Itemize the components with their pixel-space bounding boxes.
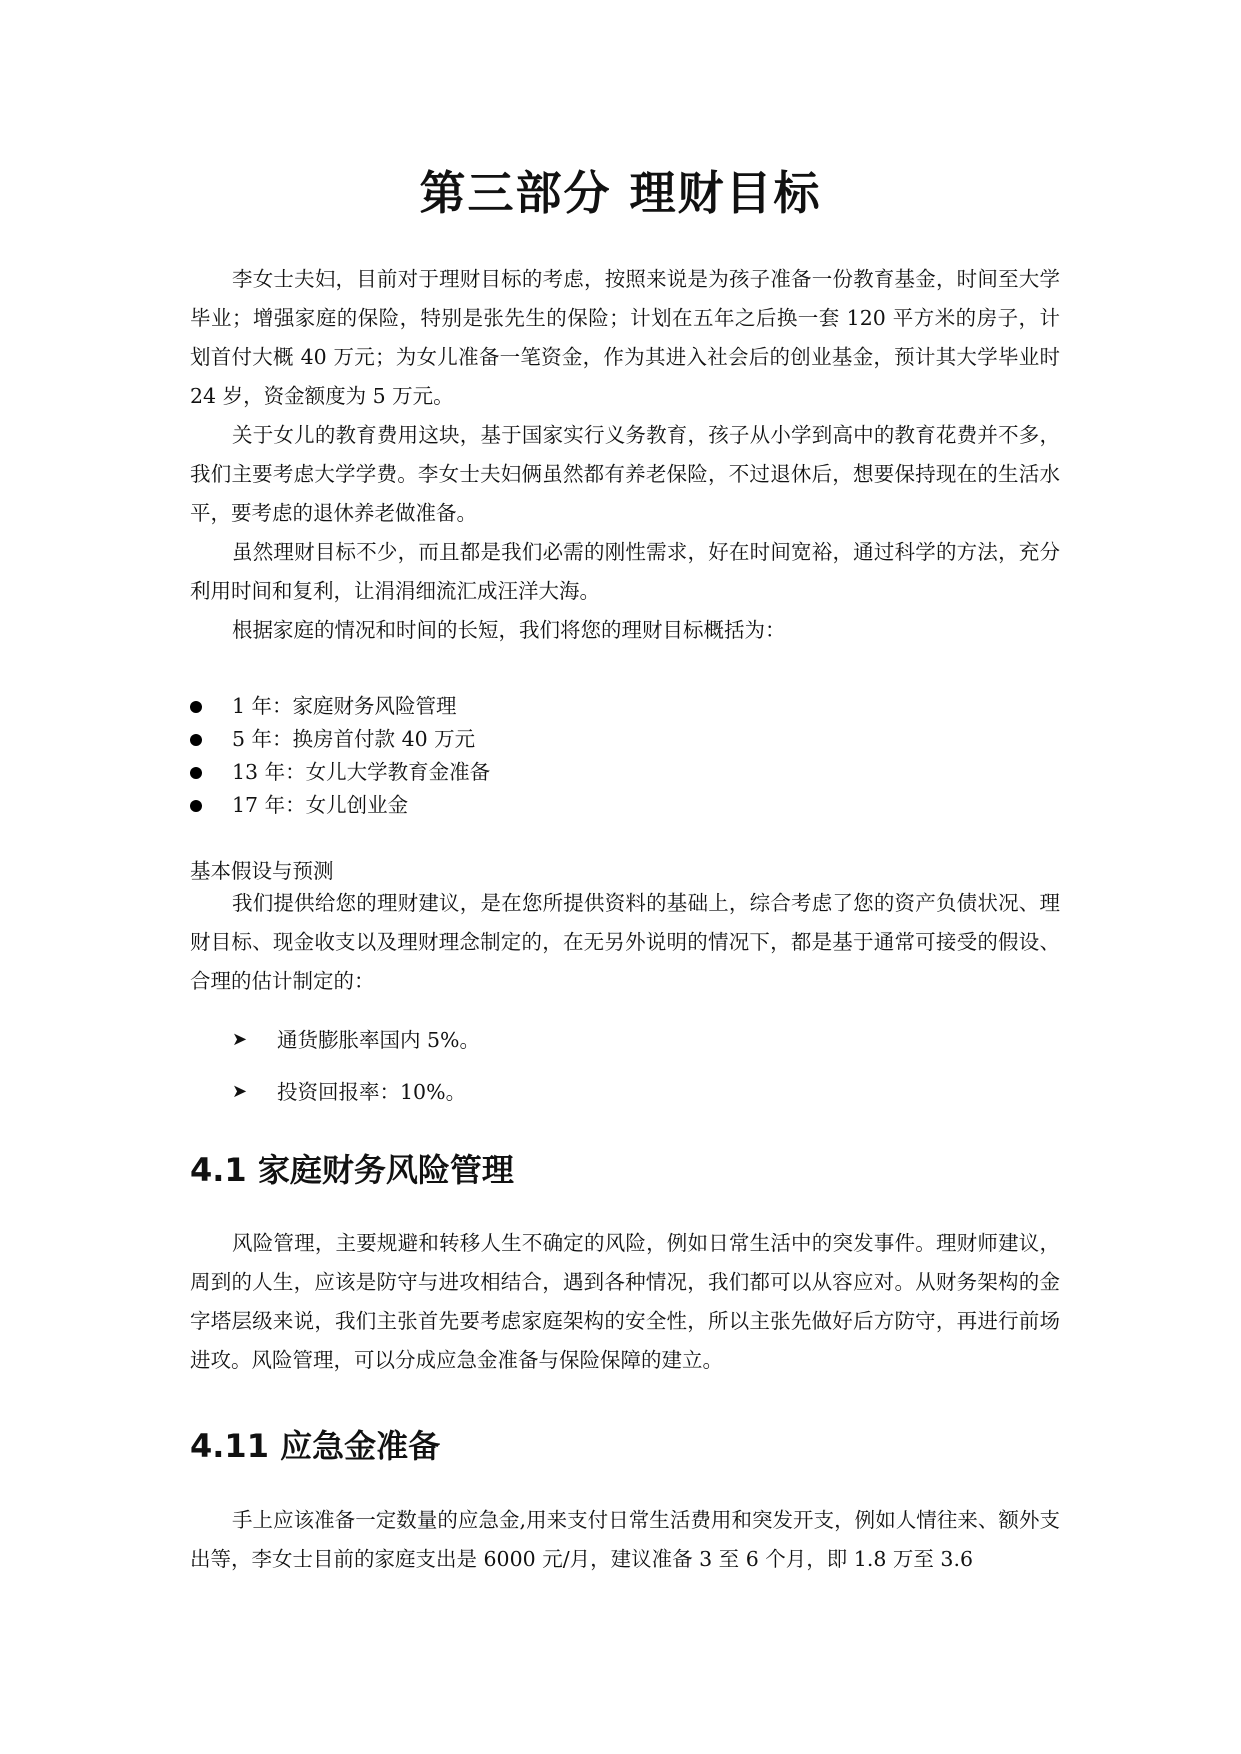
goal-text: 17 年：女儿创业金 — [232, 793, 409, 817]
section-heading-4-11: 4.11 应急金准备 — [190, 1427, 441, 1465]
paragraph-compound: 虽然理财目标不少，而且都是我们必需的刚性需求，好在时间宽裕，通过科学的方法，充分利用时间和复利，让涓涓细流汇成汪洋大海。 — [190, 540, 1060, 603]
paragraph-risk-management: 风险管理，主要规避和转移人生不确定的风险，例如日常生活中的突发事件。理财师建议，周到的人生，应该是防守与进攻相结合，遇到各种情况，我们都可以从容应对。从财务架构的金字塔层级来说，我们主张首先要考虑家庭架构的安全性，所以主张先做好后方防守，再进行前场进攻。风险管理，可以分成应急金准备与保险保障的建立。 — [190, 1231, 1060, 1372]
assumptions-list — [232, 1025, 1032, 1107]
goal-text: 1 年：家庭财务风险管理 — [232, 694, 457, 718]
list-item — [190, 690, 1050, 723]
paragraph-summary-intro: 根据家庭的情况和时间的长短，我们将您的理财目标概括为： — [232, 618, 786, 642]
paragraph-emergency-fund: 手上应该准备一定数量的应急金,用来支付日常生活费用和突发开支，例如人情往来、额外支出等，李女士目前的家庭支出是 6000 元/月，建议准备 3 至 6 个月，即 1.8 万至 3.6 — [190, 1508, 1060, 1571]
arrowhead-right-icon: ➤ — [232, 1081, 248, 1102]
goal-text: 5 年：换房首付款 40 万元 — [232, 727, 476, 751]
list-item — [190, 789, 1050, 822]
bullet-icon — [190, 767, 202, 779]
list-item — [190, 756, 1050, 789]
list-item — [232, 1025, 1032, 1055]
arrowhead-right-icon: ➤ — [232, 1029, 248, 1050]
paragraph-education: 关于女儿的教育费用这块，基于国家实行义务教育，孩子从小学到高中的教育花费并不多，我们主要考虑大学学费。李女士夫妇俩虽然都有养老保险，不过退休后，想要保持现在的生活水平，要考虑的退休养老做准备。 — [190, 423, 1060, 525]
section-heading-4-1: 4.1 家庭财务风险管理 — [190, 1151, 514, 1189]
page-title: 第三部分 理财目标 — [419, 166, 822, 220]
list-item — [190, 723, 1050, 756]
bullet-icon — [190, 701, 202, 713]
paragraph-assumptions: 我们提供给您的理财建议，是在您所提供资料的基础上，综合考虑了您的资产负债状况、理财目标、现金收支以及理财理念制定的，在无另外说明的情况下，都是基于通常可接受的假设、合理的估计制定的： — [190, 891, 1060, 993]
assumption-text: 投资回报率：10%。 — [277, 1080, 467, 1104]
bullet-icon — [190, 800, 202, 812]
bullet-icon — [190, 734, 202, 746]
list-item — [232, 1077, 1032, 1107]
paragraph-goals-overview: 李女士夫妇，目前对于理财目标的考虑，按照来说是为孩子准备一份教育基金，时间至大学毕业；增强家庭的保险，特别是张先生的保险；计划在五年之后换一套 120 平方米的房子，计划首付大概 40 万元；为女儿准备一笔资金，作为其进入社会后的创业基金，预计其大学毕业时 24 岁，资金额度为 5 万元。 — [190, 267, 1060, 408]
assumptions-heading: 基本假设与预测 — [190, 859, 334, 883]
assumption-text: 通货膨胀率国内 5%。 — [277, 1028, 481, 1052]
goal-text: 13 年：女儿大学教育金准备 — [232, 760, 491, 784]
goals-list — [190, 690, 1050, 822]
